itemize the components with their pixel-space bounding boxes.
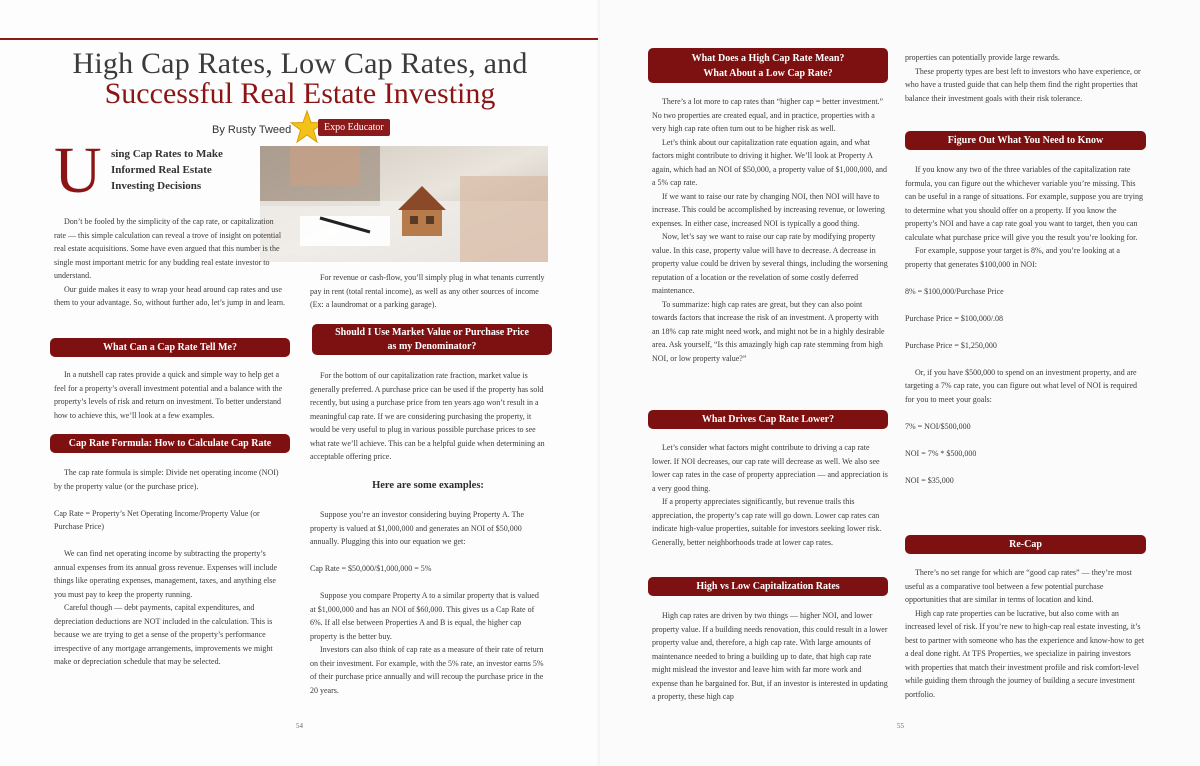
equation-4: 7% = NOI/$500,000 [905,421,971,431]
article-title-line1: High Cap Rates, Low Cap Rates, and [72,47,528,80]
compare-paragraph: Suppose you compare Property A to a similar property that is valued at $1,000,000 and has an NOI of $60,000. This gives us a Cap Rate of 6%. If all else between Properties A and B is equal, the higher cap property is the better buy. [310,591,539,641]
high-vs-low-block [652,609,888,704]
section-header-lower: What Drives Cap Rate Lower? [648,410,888,429]
examples-block [310,508,546,697]
expo-educator-badge: Expo Educator [318,119,390,136]
section-header-formula: Cap Rate Formula: How to Calculate Cap Rate [50,434,290,453]
figure-paragraph-2: For example, suppose your target is 8%, and you’re looking at a property that generates $100,000 in NOI: [905,246,1120,269]
market-header-line2: as my Denominator? [387,341,477,352]
what-paragraph: In a nutshell cap rates provide a quick and simple way to help get a feel for a property’s overall investment potential and a balance with the property’s levels of risk and return on investment. To better understand how to achieve this, we’ll look at a few examples. [54,370,283,420]
section-header-high-vs-low: High vs Low Capitalization Rates [648,577,888,596]
intro-paragraph-1: Don’t be fooled by the simplicity of the cap rate, or capitalization rate — this simple calculation can reveal a trove of insight on potential real estate acquisitions. Some have even argued that this number is the single most important metric for any budding real estate investor to understand. [54,217,282,280]
section-header-what-can: What Can a Cap Rate Tell Me? [50,338,290,357]
equation-6: NOI = $35,000 [905,475,954,485]
section-header-recap: Re-Cap [905,535,1146,554]
continued-paragraph-2: These property types are best left to investors who have experience, or who have a trusted guide that can help them find the right properties that balance their investment goals with their risk tolerance. [905,66,1141,103]
recap-block [905,566,1145,701]
equation-3: Purchase Price = $1,250,000 [905,340,997,350]
page-number-left: 54 [296,722,303,730]
market-block [310,369,546,464]
intro-paragraph-2: Our guide makes it easy to wrap your head around cap rates and use them to your advantage. So, without further ado, let’s jump in and learn. [54,284,286,307]
high-cap-paragraph-4: Now, let’s say we want to raise our cap rate by modifying property value. In this case, property value will have to decrease. A decrease in property value could be driven by several things, including the worsening reputation of a location or the revelation of some costly deferred maintenance. [652,232,888,295]
formula-paragraph: The cap rate formula is simple: Divide net operating income (NOI) by the property value (or the purchase price). [54,468,279,491]
right-page [600,0,1200,766]
revenue-block [310,271,546,312]
market-paragraph: For the bottom of our capitalization rate fraction, market value is generally preferred. A purchase price can be used if the property has sold recently, but using a purchase price from ten years ago won’t result in a meaningful cap rate. If we are considering purchasing the property, it would be very useful to plug in various possible purchase prices to see what rate we’ll achieve. This can be a helpful guide when determining an acceptable offering price. [310,371,545,461]
top-rule [0,38,598,40]
figure-out-block [905,163,1145,487]
high-cap-header-line1: What Does a High Cap Rate Mean? [691,53,845,64]
high-vs-low-paragraph: High cap rates are driven by two things — higher NOI, and lower property value. If a building needs renovation, this could result in a lower property value and, therefore, a high cap rate. With large amounts of maintenance needed to bring a building up to date, that high cap rate might mislead the investor and leave him with far more work and expense than he bargained for. But, if an investor is interested in updating a property, these high cap [652,611,888,701]
article-title-line2: Successful Real Estate Investing [104,77,496,110]
formula-block [54,466,286,669]
byline: By Rusty Tweed [212,124,292,136]
what-block [54,368,286,422]
high-cap-header-line2: What About a Low Cap Rate? [703,68,833,79]
lower-paragraph-1: Let’s consider what factors might contribute to driving a cap rate lower. If NOI decreases, our cap rate will decrease as well. We also see lower cap rates in the case of property appreciation — and appreciation is a very good thing. [652,443,888,493]
high-cap-paragraph-5: To summarize: high cap rates are great, but they can also point towards factors that increase the risk of an investment. A property with an 18% cap rate might need work, and might not be in a highly desirable area. Ask yourself, “Is this amazingly high cap rate stemming from high NOI, or low property value?” [652,299,885,363]
lower-block [652,441,888,549]
figure-paragraph-1: If you know any two of the three variables of the capitalization rate formula, you can figure out the whichever variable you’re missing. This can be useful in a range of situations. For example, suppose you are trying to determine what you should offer on a property. If you know the property’s NOI and have a cap rate goal you want to target, then you can calculate what purchase price will give you the result you’re looking for. [905,165,1143,242]
recap-paragraph-1: There’s no set range for which are “good cap rates” — they’re most useful as a comparative tool between a few potential purchase opportunities that are similar in terms of location and kind. [905,568,1132,604]
equation-2: Purchase Price = $100,000/.08 [905,313,1004,323]
revenue-paragraph: For revenue or cash-flow, you’ll simply plug in what tenants currently pay in rent (total rental income), as well as any other sources of income (Ex: a laundromat or a parking garage). [310,273,545,309]
equation-5: NOI = 7% * $500,000 [905,448,977,458]
equation-1: 8% = $100,000/Purchase Price [905,286,1004,296]
continued-block [905,51,1145,105]
return-paragraph: Investors can also think of cap rate as a measure of their rate of return on their investment. For example, with the 5% rate, an investor earns 5% of their purchase price annually and will recoup the purchase price in the 20 years. [310,645,544,695]
high-cap-block [652,95,888,365]
recap-paragraph-2: High cap rate properties can be lucrative, but also come with an increased level of risk. If you’re new to high-cap real estate investing, it’s best to partner with someone who has the experience and know-how to get a deal done right. At TFS Properties, we specialize in pairing investors with properties that match their investment profile and risk comfort-level while guiding them through the journey of building a secure investment portfolio. [905,608,1145,699]
lead-heading: sing Cap Rates to Make Informed Real Estate Investing Decisions [111,148,223,192]
section-header-high-cap [648,48,888,83]
lower-paragraph-2: If a property appreciates significantly, but revenue trails this appreciation, the property’s cap rate will go down. Lower cap rates can indicate high-value properties, suitable for investors seeking lower risk. Generally, better neighborhoods trade at lower cap rates. [652,497,882,547]
section-header-market-value [312,324,552,355]
high-cap-paragraph-3: If we want to raise our rate by changing NOI, then NOI will have to increase. This could be accomplished by increasing revenue, or lowering expenses. In either case, increased NOI is typically a good thing. [652,191,885,228]
example-a-paragraph: Suppose you’re an investor considering buying Property A. The property is valued at $1,000,000 and generates an NOI of $50,000 annually. Plugging this into our equation we get: [310,510,525,546]
drop-cap: U [54,134,102,207]
figure-paragraph-3: Or, if you have $500,000 to spend on an investment property, and are targeting a 7% cap rate, you can figure out what level of NOI is required for you to meet your goals: [905,367,1137,404]
noi-paragraph-1: We can find net operating income by subtracting the property’s annual expenses from its annual gross revenue. Expenses will include things like operating expenses, management, taxes, and anything else you must pay to keep the property running. [54,549,278,599]
formula-equation: Cap Rate = Property’s Net Operating Income/Property Value (or Purchase Price) [54,508,260,531]
high-cap-paragraph-2: Let’s think about our capitalization rate equation again, and what factors might contribute to driving it higher. We’ll look at Property A again, which had an NOI of $50,000, a property value of $1,000,000, and a 5% cap rate. [652,137,888,187]
high-cap-paragraph-1: There’s a lot more to cap rates than “higher cap = better investment.” No two properties are created equal, and in practice, properties with a very high cap rate often turn out to be higher risk as well. [652,97,884,133]
examples-heading: Here are some examples: [372,480,484,491]
continued-paragraph-1: properties can potentially provide large rewards. [905,53,1060,62]
market-header-line1: Should I Use Market Value or Purchase Price [335,327,529,338]
section-header-figure-out: Figure Out What You Need to Know [905,131,1146,150]
page-number-right: 55 [897,722,904,730]
example-equation: Cap Rate = $50,000/$1,000,000 = 5% [310,564,432,573]
photo-credit: Image from Canva Pro [264,249,335,256]
article-photo [260,146,548,262]
intro-block [54,215,286,310]
noi-paragraph-2: Careful though — debt payments, capital expenditures, and depreciation deductions are NOT included in the calculation. This is because we are trying to get a sense of the property’s performance irrespective of any mortgage arrangements, improvements we might make or depreciation schedule that may be selected. [54,603,273,666]
